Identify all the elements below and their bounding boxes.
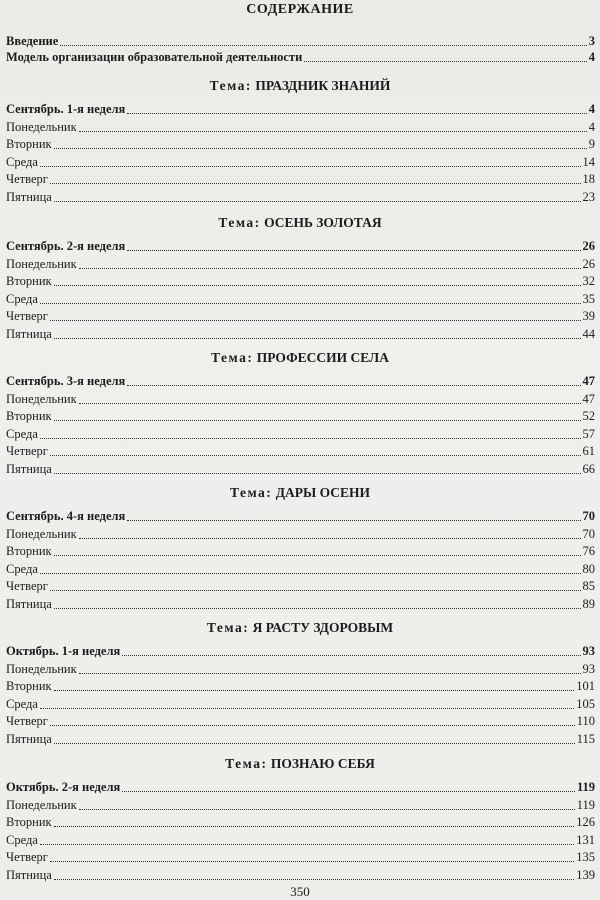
- toc-entry-day: [6, 119, 595, 135]
- dot-leader: [54, 690, 575, 691]
- toc-entry-week: [6, 238, 595, 254]
- entry-page-number: 70: [582, 509, 595, 523]
- entry-page-number: 119: [576, 780, 595, 794]
- entry-label: Сентябрь. 4-я неделя: [6, 509, 126, 523]
- dot-leader: [54, 148, 587, 149]
- dot-leader: [79, 538, 581, 539]
- dot-leader: [40, 438, 581, 439]
- topic-title: ПРАЗДНИК ЗНАНИЙ: [255, 78, 391, 93]
- entry-page-number: 52: [582, 409, 595, 423]
- entry-page-number: 93: [582, 644, 595, 658]
- entry-label: Среда: [6, 696, 38, 711]
- dot-leader: [54, 608, 581, 609]
- dot-leader: [54, 338, 581, 339]
- dot-leader: [54, 420, 581, 421]
- entry-label: Среда: [6, 426, 38, 441]
- dot-leader: [127, 385, 580, 386]
- entry-label: Пятница: [6, 731, 52, 746]
- entry-label: Среда: [6, 561, 38, 576]
- entry-page-number: 4: [588, 102, 595, 116]
- entry-page-number: 70: [582, 526, 595, 541]
- entry-label: Сентябрь. 3-я неделя: [6, 374, 126, 388]
- toc-entry-week: [6, 779, 595, 795]
- toc-entry-week: [6, 643, 595, 659]
- topic-prefix: Тема:: [206, 620, 250, 635]
- entry-page-number: 9: [588, 137, 595, 151]
- entry-label: Вторник: [6, 544, 52, 558]
- section-topic-heading: [0, 215, 600, 233]
- entry-label: Четверг: [6, 850, 48, 864]
- entry-page-number: 47: [582, 374, 595, 388]
- toc-entry-day: [6, 526, 595, 542]
- entry-page-number: 35: [582, 291, 595, 306]
- dot-leader: [40, 708, 574, 709]
- topic-title: Я РАСТУ ЗДОРОВЫМ: [252, 620, 394, 635]
- entry-page-number: 57: [582, 426, 595, 441]
- entry-label: Модель организации образовательной деятельности: [6, 50, 303, 64]
- dot-leader: [60, 45, 586, 46]
- entry-page-number: 26: [582, 239, 595, 253]
- entry-label: Четверг: [6, 444, 48, 458]
- toc-entry-day: [6, 797, 595, 813]
- toc-entry-day: [6, 832, 595, 848]
- entry-label: Вторник: [6, 409, 52, 423]
- dot-leader: [50, 183, 581, 184]
- dot-leader: [127, 520, 580, 521]
- toc-entry-week: [6, 101, 595, 117]
- dot-leader: [79, 809, 575, 810]
- entry-page-number: 135: [576, 850, 595, 864]
- toc-entry-day: [6, 308, 595, 324]
- dot-leader: [40, 166, 581, 167]
- entry-page-number: 61: [582, 444, 595, 458]
- entry-page-number: 44: [582, 326, 595, 341]
- topic-title: ПРОФЕССИИ СЕЛА: [256, 350, 389, 365]
- dot-leader: [40, 303, 581, 304]
- entry-page-number: 110: [576, 714, 595, 728]
- entry-label: Пятница: [6, 461, 52, 476]
- topic-prefix: Тема:: [225, 756, 268, 771]
- toc-entry-day: [6, 391, 595, 407]
- dot-leader: [50, 725, 575, 726]
- entry-label: Вторник: [6, 137, 52, 151]
- toc-entry-day: [6, 713, 595, 729]
- toc-entry-day: [6, 273, 595, 289]
- section-topic-heading: [0, 756, 600, 774]
- entry-label: Пятница: [6, 867, 52, 882]
- entry-label: Понедельник: [6, 256, 77, 271]
- toc-entry-introduction: [6, 33, 595, 49]
- entry-page-number: 105: [576, 696, 595, 711]
- toc-entry-day: [6, 171, 595, 187]
- entry-page-number: 4: [588, 50, 595, 64]
- toc-entry-day: [6, 291, 595, 307]
- page-number: 350: [290, 884, 310, 899]
- entry-label: Среда: [6, 154, 38, 169]
- dot-leader: [54, 285, 581, 286]
- entry-label: Введение: [6, 34, 59, 48]
- entry-page-number: 131: [576, 832, 595, 847]
- toc-entry-day: [6, 867, 595, 883]
- entry-page-number: 32: [582, 274, 595, 288]
- dot-leader: [54, 201, 581, 202]
- section-topic-heading: [0, 485, 600, 503]
- dot-leader: [54, 879, 574, 880]
- toc-entry-day: [6, 849, 595, 865]
- entry-label: Четверг: [6, 309, 48, 323]
- toc-entry-day: [6, 543, 595, 559]
- entry-label: Четверг: [6, 579, 48, 593]
- entry-label: Вторник: [6, 679, 52, 693]
- toc-entry-day: [6, 461, 595, 477]
- toc-entry-day: [6, 578, 595, 594]
- entry-page-number: 14: [582, 154, 595, 169]
- toc-entry-day: [6, 731, 595, 747]
- toc-entry-day: [6, 136, 595, 152]
- dot-leader: [127, 113, 586, 114]
- entry-page-number: 76: [582, 544, 595, 558]
- toc-entry-week: [6, 508, 595, 524]
- topic-prefix: Тема:: [218, 215, 261, 230]
- entry-label: Среда: [6, 832, 38, 847]
- toc-entry-day: [6, 256, 595, 272]
- entry-label: Октябрь. 1-я неделя: [6, 644, 121, 658]
- entry-label: Пятница: [6, 189, 52, 204]
- entry-label: Среда: [6, 291, 38, 306]
- dot-leader: [50, 320, 581, 321]
- dot-leader: [50, 590, 581, 591]
- topic-title: ОСЕНЬ ЗОЛОТАЯ: [264, 215, 382, 230]
- topic-prefix: Тема:: [211, 350, 254, 365]
- entry-label: Вторник: [6, 815, 52, 829]
- toc-entry-day: [6, 678, 595, 694]
- entry-label: Пятница: [6, 326, 52, 341]
- toc-entry-day: [6, 326, 595, 342]
- toc-entry-week: [6, 373, 595, 389]
- dot-leader: [40, 844, 574, 845]
- entry-page-number: 126: [576, 815, 595, 829]
- toc-entry-day: [6, 426, 595, 442]
- entry-label: Понедельник: [6, 391, 77, 406]
- entry-label: Четверг: [6, 172, 48, 186]
- toc-entry-day: [6, 696, 595, 712]
- dot-leader: [50, 455, 581, 456]
- section-topic-heading: [0, 350, 600, 368]
- entry-page-number: 66: [582, 461, 595, 476]
- dot-leader: [54, 826, 575, 827]
- entry-label: Сентябрь. 2-я неделя: [6, 239, 126, 253]
- dot-leader: [304, 61, 586, 62]
- entry-page-number: 39: [582, 309, 595, 323]
- toc-entry-day: [6, 443, 595, 459]
- toc-entry-model: [6, 49, 595, 65]
- section-topic-heading: [0, 620, 600, 638]
- dot-leader: [79, 673, 581, 674]
- entry-label: Вторник: [6, 274, 52, 288]
- topic-title: ПОЗНАЮ СЕБЯ: [270, 756, 375, 771]
- entry-label: Понедельник: [6, 797, 77, 812]
- entry-page-number: 115: [576, 731, 595, 746]
- entry-page-number: 89: [582, 596, 595, 611]
- dot-leader: [127, 250, 580, 251]
- entry-page-number: 139: [576, 867, 595, 882]
- dot-leader: [79, 268, 581, 269]
- entry-page-number: 3: [588, 34, 595, 48]
- toc-entry-day: [6, 154, 595, 170]
- toc-entry-day: [6, 189, 595, 205]
- entry-label: Четверг: [6, 714, 48, 728]
- dot-leader: [122, 655, 580, 656]
- toc-entry-day: [6, 561, 595, 577]
- dot-leader: [122, 791, 575, 792]
- section-topic-heading: [0, 78, 600, 96]
- entry-label: Сентябрь. 1-я неделя: [6, 102, 126, 116]
- topic-prefix: Тема:: [209, 78, 252, 93]
- entry-label: Понедельник: [6, 119, 77, 134]
- dot-leader: [40, 573, 581, 574]
- entry-page-number: 18: [582, 172, 595, 186]
- toc-entry-day: [6, 408, 595, 424]
- entry-page-number: 85: [582, 579, 595, 593]
- dot-leader: [54, 473, 581, 474]
- topic-title: ДАРЫ ОСЕНИ: [275, 485, 371, 500]
- topic-prefix: Тема:: [229, 485, 273, 500]
- dot-leader: [54, 555, 581, 556]
- dot-leader: [50, 861, 574, 862]
- dot-leader: [54, 743, 575, 744]
- entry-page-number: 119: [576, 797, 595, 812]
- toc-entry-day: [6, 596, 595, 612]
- entry-label: Октябрь. 2-я неделя: [6, 780, 121, 794]
- entry-page-number: 26: [582, 256, 595, 271]
- entry-label: Понедельник: [6, 526, 77, 541]
- page-title: СОДЕРЖАНИЕ: [246, 2, 354, 17]
- entry-page-number: 101: [576, 679, 595, 693]
- toc-entry-day: [6, 814, 595, 830]
- entry-page-number: 47: [582, 391, 595, 406]
- entry-page-number: 80: [582, 561, 595, 576]
- dot-leader: [79, 403, 581, 404]
- dot-leader: [79, 131, 587, 132]
- toc-entry-day: [6, 661, 595, 677]
- entry-page-number: 23: [582, 189, 595, 204]
- entry-label: Понедельник: [6, 661, 77, 676]
- entry-page-number: 93: [582, 661, 595, 676]
- entry-label: Пятница: [6, 596, 52, 611]
- entry-page-number: 4: [588, 119, 595, 134]
